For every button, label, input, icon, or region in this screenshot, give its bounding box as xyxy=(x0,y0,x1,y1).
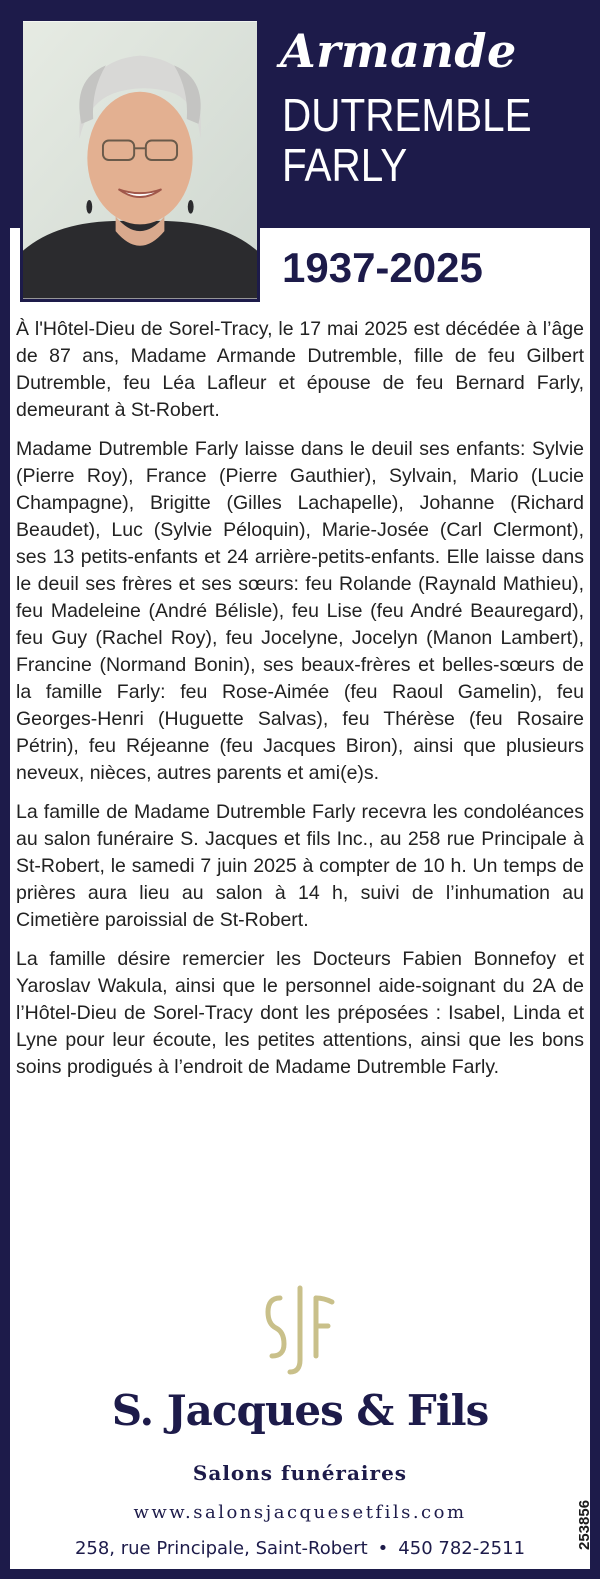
paragraph-condolences: La famille de Madame Dutremble Farly recevra les condoléances au salon funéraire S. Jacques et fils Inc., au 258 rue Principale à St-Robert, le samedi 7 juin 2025 à compter de 10 h. Un temps de prières aura lieu au salon à 14 h, suivi de l’inhumation au Cimetière paroissial de St-Robert. xyxy=(16,801,584,931)
contact-separator: • xyxy=(377,1538,389,1559)
obituary-body xyxy=(16,316,584,1093)
paragraph-survivors: Madame Dutremble Farly laisse dans le deuil ses enfants: Sylvie (Pierre Roy), France (Pierre Gauthier), Sylvain, Mario (Lucie Champagne), Brigitte (Gilles Lachapelle), Johanne (Richard Beaudet), Luc (Sylvie Péloquin), Marie-Josée (Carl Clermont), ses 13 petits-enfants et 24 arrière-petits-enfants. Elle laisse dans le deuil ses frères et ses sœurs: feu Rolande (Raynald Mathieu), feu Madeleine (André Bélisle), feu Lise (feu André Beauregard), feu Guy (Rachel Roy), feu Jocelyne, Jocelyn (Manon Lambert), Francine (Normand Bonin), ses beaux-frères et belles-sœurs de la famille Farly: feu Rose-Aimée (feu Raoul Gamelin), feu Georges-Henri (Huguette Salvas), feu Thérèse (feu Rosaire Pétrin), feu Réjeanne (feu Jacques Biron), ainsi que plusieurs neveux, nièces, autres parents et ami(e)s. xyxy=(16,438,584,784)
funeral-home-subtitle: Salons funéraires xyxy=(192,1461,408,1485)
last-name-line-1: DUTREMBLE xyxy=(282,89,532,141)
sjf-monogram-icon xyxy=(260,1282,340,1378)
portrait-photo xyxy=(20,18,260,302)
life-years: 1937-2025 xyxy=(282,244,483,291)
funeral-home-phone[interactable]: 450 782-2511 xyxy=(398,1538,526,1559)
reference-number: 253856 xyxy=(576,1499,593,1550)
funeral-home-address: 258, rue Principale, Saint-Robert xyxy=(74,1538,368,1559)
funeral-home-website[interactable]: www.salonsjacquesetfils.com xyxy=(133,1502,467,1523)
funeral-home-logo xyxy=(10,1282,590,1378)
paragraph-thanks: La famille désire remercier les Docteurs Fabien Bonnefoy et Yaroslav Wakula, ainsi que le personnel aide-soignant du 2A de l’Hôtel-Dieu de Sorel-Tracy dont les préposées : Isabel, Linda et Lyne pour leur écoute, les petites attentions, ainsi que les bons soins prodigués à l’endroit de Madame Dutremble Farly. xyxy=(16,948,584,1078)
deceased-last-name xyxy=(282,90,532,190)
paragraph-death-announcement: À l'Hôtel-Dieu de Sorel-Tracy, le 17 mai 2025 est décédée à l’âge de 87 ans, Madame Armande Dutremble, fille de feu Gilbert Dutremble, feu Léa Lafleur et épouse de feu Bernard Farly, demeurant à St-Robert. xyxy=(16,318,584,421)
last-name-line-2: FARLY xyxy=(282,139,408,191)
deceased-first-name: Armande xyxy=(280,24,517,78)
funeral-home-name: S. Jacques & Fils xyxy=(111,1386,489,1435)
funeral-home-contact xyxy=(10,1538,590,1559)
portrait-illustration xyxy=(23,21,257,299)
